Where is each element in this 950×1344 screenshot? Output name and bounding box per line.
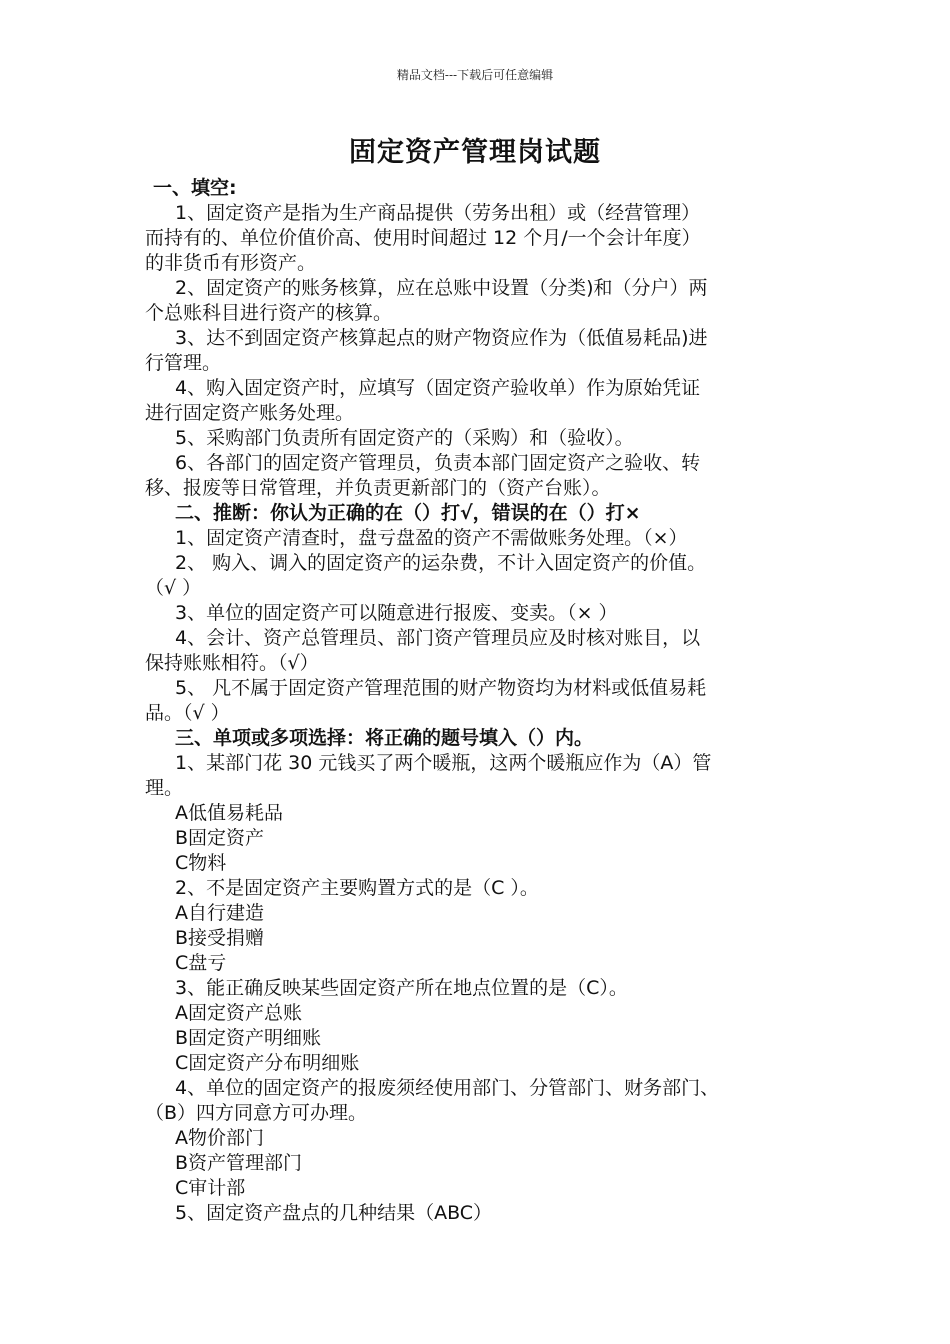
question-line: 6、各部门的固定资产管理员，负责本部门固定资产之验收、转: [175, 452, 701, 474]
choice-option: B固定资产明细账: [175, 1027, 322, 1049]
document-title: 固定资产管理岗试题: [349, 137, 601, 168]
question-line: 4、购入固定资产时，应填写（固定资产验收单）作为原始凭证: [175, 377, 701, 399]
question-line: 而持有的、单位价值价高、使用时间超过 12 个月/一个会计年度）: [145, 227, 701, 249]
choice-option: B资产管理部门: [175, 1152, 303, 1174]
question-line: 个总账科目进行资产的核算。: [145, 302, 393, 324]
question-line: 进行固定资产账务处理。: [145, 402, 355, 424]
question-line: 5、采购部门负责所有固定资产的（采购）和（验收）。: [175, 427, 634, 449]
choice-option: C物料: [175, 852, 227, 874]
question-line: 4、会计、资产总管理员、部门资产管理员应及时核对账目，以: [175, 627, 701, 649]
question-line: 3、达不到固定资产核算起点的财产物资应作为（低值易耗品)进: [175, 327, 708, 349]
question-line: 品。（√ ）: [145, 702, 230, 724]
question-line: 2、不是固定资产主要购置方式的是（C ）。: [175, 877, 539, 899]
choice-option: B固定资产: [175, 827, 265, 849]
question-line: 5、 凡不属于固定资产管理范围的财产物资均为材料或低值易耗: [175, 677, 707, 699]
question-line: 4、单位的固定资产的报废须经使用部门、分管部门、财务部门、: [175, 1077, 720, 1099]
question-line: 1、固定资产是指为生产商品提供（劳务出租）或（经营管理）: [175, 202, 701, 224]
question-line: 行管理。: [145, 352, 222, 374]
section-heading-choice: 三、单项或多项选择：将正确的题号填入（）内。: [175, 727, 594, 749]
question-line: 2、 购入、调入的固定资产的运杂费，不计入固定资产的价值。: [175, 552, 707, 574]
question-line: 5、固定资产盘点的几种结果（ABC）: [175, 1202, 493, 1224]
question-line: 3、能正确反映某些固定资产所在地点位置的是（C）。: [175, 977, 628, 999]
choice-option: C审计部: [175, 1177, 246, 1199]
question-line: 1、某部门花 30 元钱买了两个暖瓶，这两个暖瓶应作为（A）管: [175, 752, 712, 774]
question-line: 理。: [145, 777, 184, 799]
question-line: 移、报废等日常管理，并负责更新部门的（资产台账）。: [145, 477, 611, 499]
question-line: 保持账账相符。（√）: [145, 652, 319, 674]
question-line: （B）四方同意方可办理。: [145, 1102, 368, 1124]
question-line: 的非货币有形资产。: [145, 252, 317, 274]
choice-option: A低值易耗品: [175, 802, 283, 824]
section-heading-true-false: 二、推断：你认为正确的在（）打√，错误的在（）打×: [175, 502, 641, 524]
question-line: 1、固定资产清查时，盘亏盘盈的资产不需做账务处理。（×）: [175, 527, 688, 549]
choice-option: C盘亏: [175, 952, 227, 974]
choice-option: A自行建造: [175, 902, 264, 924]
choice-option: C固定资产分布明细账: [175, 1052, 360, 1074]
section-heading-fill-blank: 一、填空:: [153, 177, 237, 199]
document-header-note: 精品文档---下载后可任意编辑: [396, 68, 554, 82]
question-line: 3、单位的固定资产可以随意进行报废、变卖。（× ）: [175, 602, 618, 624]
question-line: 2、固定资产的账务核算，应在总账中设置（分类)和（分户）两: [175, 277, 708, 299]
question-line: （√ ）: [145, 577, 202, 599]
choice-option: A固定资产总账: [175, 1002, 302, 1024]
document-body: [145, 176, 805, 1226]
choice-option: A物价部门: [175, 1127, 264, 1149]
choice-option: B接受捐赠: [175, 927, 265, 949]
